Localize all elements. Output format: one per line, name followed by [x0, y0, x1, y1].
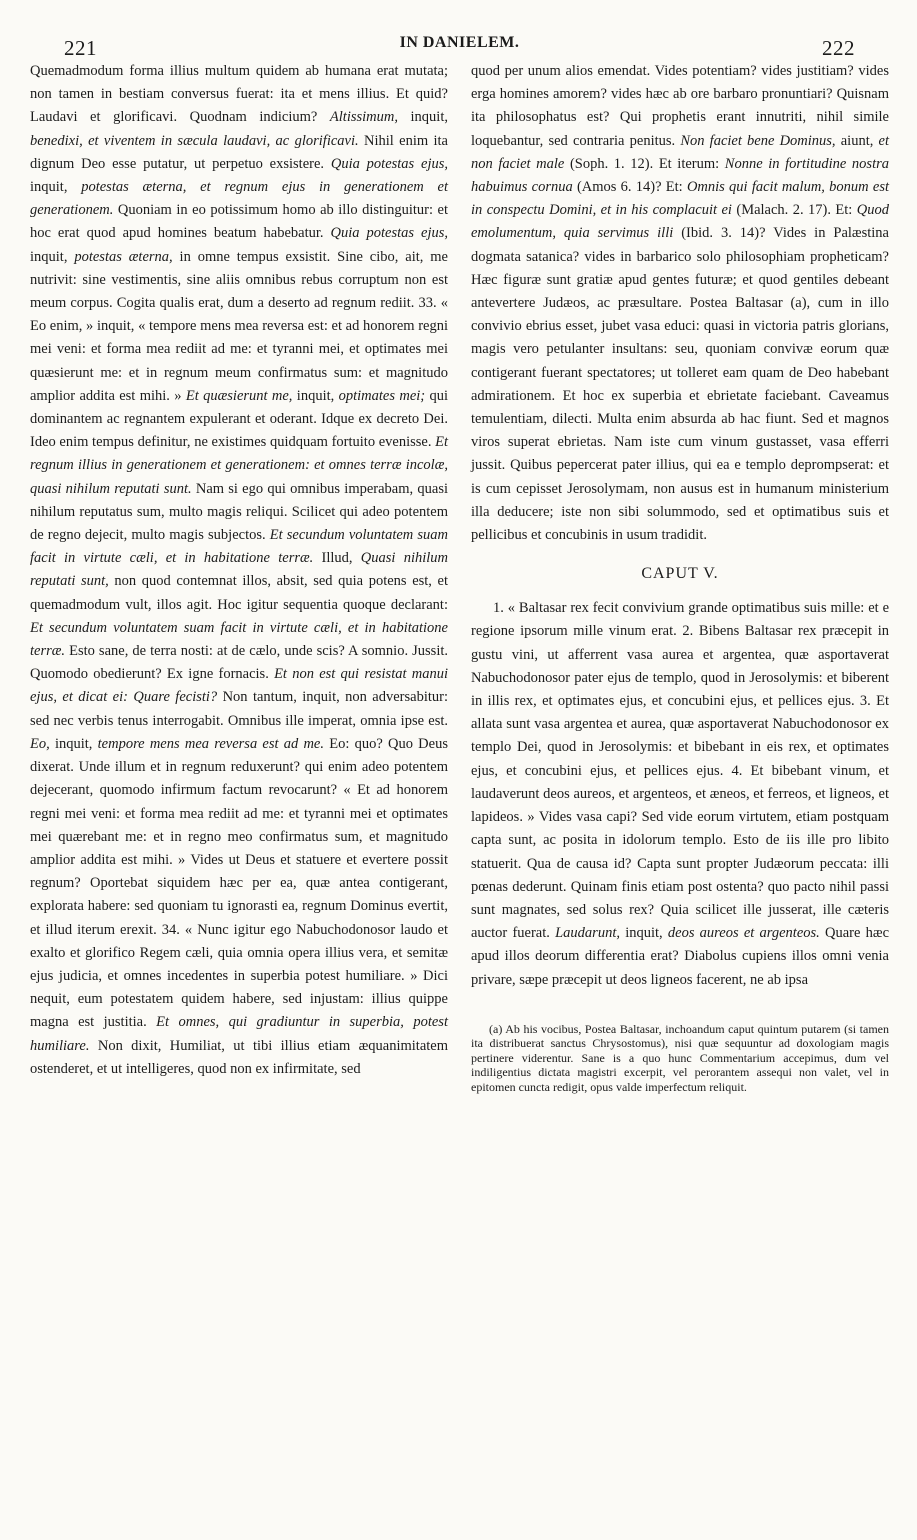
italic-text: Eo, — [30, 735, 50, 752]
text-run: Non tantum, inquit, non adversabitur: sed nec verbis tenus interrogabit. Omnibus ille imperat, omnia ipse est. — [30, 689, 448, 729]
text-run: (Amos 6. 14)? Et: — [572, 179, 687, 196]
text-run: non quod contemnat illos, absit, sed quia potens est, et quemadmodum vult, illos agit. Hoc igitur sequentia quoque declarant: — [30, 573, 448, 613]
text-run: (Malach. 2. 17). Et: — [731, 202, 857, 219]
text-run: quod per unum alios emendat. Vides potentiam? vides justitiam? vides erga homines amorem? vides hæc ab ore barbaro pronuntiari? Quisnam ita philosophatus est? Qui prophetis erant innutriti, nihil simile loquebantur, sed contraria penitus. — [471, 63, 889, 149]
italic-text: Quia potestas ejus, — [330, 155, 448, 172]
text-run: inquit, — [30, 179, 82, 196]
italic-text: optimates mei; — [338, 387, 426, 404]
italic-text: Et non est qui resistat manui ejus, et dicat ei: Quare fecisti? — [30, 666, 448, 706]
italic-text: Non faciet bene Dominus, — [680, 132, 836, 149]
text-run: Nihil enim ita dignum Deo esse putatur, ut perpetuo exsistere. — [30, 132, 448, 172]
text-run: (Ibid. 3. 14)? Vides in Palæstina dogmata satanica? vides in barbarico solo philosophiam propheticam? Hæc figuræ sunt gratiæ apud gentes futuræ; et quod gentiles debeant antevertere Judæos, ac præsultare. Postea Baltasar (a), cum in illo convivio ebrius esset, jubet vasa educi: quasi in victoria patris glorians, magis vero petulanter insultans: seu, quoniam convivæ eorum quæ contigerant fuerant spectatores; ut tolleret eam quam de Deo habebant admirationem. Et hoc ex superbia et ebrietate faciebant. Caveamus temulentiam, dilecti. Multa enim absurda ab hac fiunt. Sed et magnos viros superat ebrietas. Nam iste cum vinum gustasset, vasa efferri jussit. Quibus pepercerat pater illius, qui ea e templo deprompserat: et is cum cepisset Jerosolymam, non ausus est in humanum ministerium illa deducere; iste non sibi solummodo, sed et optimatibus suis et pellicibus et concubinis in usum tradidit. — [471, 225, 889, 544]
italic-text: Et secundum voluntatem suam facit in virtute cæli, et in habitatione terræ. — [30, 527, 448, 567]
text-run: Non dixit, Humiliat, ut tibi illius etiam æquanimitatem ostenderet, et ut intelligeres, quod non ex infirmitate, sed — [30, 1037, 448, 1077]
text-run: Eo: quo? Quo Deus dixerat. Unde illum et in regnum reduxerunt? qui enim adeo potentem dejecerant, quomodo infirmum factum revocarunt? « Et ad honorem regni mei veni: et forma mea rediit ad me: et tyranni mei et optimates mei quærebant me: et in regno meo confirmatus sum, et magnitudo amplior addita est mihi. » Vides ut Deus et statuere et evertere possit regnum? Oportebat siquidem hæc per ea, quæ antea contigerant, explorata habere: sed quoniam tu ignorasti ea, regnum Dominus evertit, et illud iterum erexit. 34. « Nunc igitur ego Nabuchodonosor laudo et exalto et glorifico Regem cæli, quia omnia opera illius vera, et semitæ ejus judicia, et omnes incedentes in superbia potest humiliare. » Dici nequit, eum potestatem quidem habere, sed injustam: illius quippe magna est justitia. — [30, 735, 448, 1031]
italic-text: Quasi nihilum reputati sunt, — [30, 550, 448, 590]
text-run: inquit, — [49, 735, 98, 752]
italic-text: Et regnum illius in generationem et generationem: et omnes terræ incolæ, quasi nihilum reputati sunt. — [30, 434, 448, 497]
text-run: inquit, — [292, 387, 339, 404]
italic-text: potestas æterna, — [74, 248, 173, 265]
italic-text: et non faciet male — [471, 132, 889, 172]
text-run: Nam si ego qui omnibus imperabam, quasi nihilum reputatus sum, multo magis reliqui. Scilicet qui adeo potentem de regno dejecit, multo magis subjectos. — [30, 480, 448, 544]
paragraph — [30, 60, 448, 1081]
text-run: Quoniam in eo potissimum homo ab illo distinguitur: et hoc erat quod apud homines beatum habebatur. — [30, 202, 448, 242]
paragraph — [471, 597, 889, 991]
italic-text: deos aureos et argenteos. — [667, 925, 820, 942]
right-column-text — [471, 60, 889, 547]
italic-text: Altissimum, — [329, 109, 398, 126]
text-run: Quare hæc apud illos deorum differentia erat? Diabolus cupiens illos omni venia privare, sæpe præcepit ut deos ligneos facerent, ne ab ipsa — [471, 925, 890, 988]
italic-text: Et quæsierunt me, — [185, 387, 293, 404]
page-number-right: 222 — [822, 36, 855, 60]
left-column-text — [30, 60, 448, 1081]
italic-text: Omnis qui facit malum, bonum est in conspectu Domini, et in his complacuit ei — [471, 179, 889, 219]
text-run: inquit, — [619, 925, 668, 942]
chapter-title: CAPUT V. — [641, 565, 719, 583]
italic-text: potestas æterna, et regnum ejus in generationem et generationem. — [30, 179, 448, 219]
text-run: inquit, — [30, 248, 75, 265]
text-run: Illud, — [313, 550, 361, 567]
footnote: (a) Ab his vocibus, Postea Baltasar, inchoandum caput quintum putarem (si tamen ita distribuerat sanctus Chrysostomus), nisi quæ sequuntur ad doxologiam magis pertinere viderentur. Sane is a quo hunc Commentarium accepimus, dum vel indiligentius dictata magistri excerpit, vel perorantem assequi non valet, vel in epitomen cuncta redigit, opus valde imperfectum reliquit. — [471, 1021, 889, 1094]
text-run: qui dominantem ac regnantem expulerant et oderant. Idque ex decreto Dei. Ideo enim tempus definitur, ne existimes quidquam fortuito evenisse. — [30, 387, 449, 451]
page-number-left: 221 — [64, 36, 97, 60]
italic-text: Et omnes, qui gradiuntur in superbia, potest humiliare. — [30, 1014, 448, 1054]
text-run: Quemadmodum forma illius multum quidem ab humana erat mutata; non tamen in bestiam conversus fuerat: ita et mens illius. Et quid? Laudavi et glorificavi. Quodnam indicium? — [30, 63, 448, 126]
text-run: inquit, — [397, 109, 448, 126]
italic-text: Quod emolumentum, quia servimus illi — [471, 202, 889, 242]
text-columns — [30, 60, 889, 1094]
text-run: aiunt, — [835, 132, 879, 149]
italic-text: Et secundum voluntatem suam facit in virtute cæli, et in habitatione terræ. — [30, 619, 448, 660]
paragraph — [471, 60, 889, 547]
right-column — [471, 60, 889, 1094]
italic-text: tempore mens mea reversa est ad me. — [97, 735, 324, 752]
italic-text: Laudarunt, — [555, 925, 620, 942]
text-run: (Soph. 1. 12). Et iterum: — [564, 155, 725, 172]
running-title: IN DANIELEM. — [399, 34, 520, 51]
chapter-text — [471, 597, 889, 991]
text-run: Esto sane, de terra nosti: at de cælo, unde scis? A somnio. Jussit. Quomodo obedierunt? Ex igne fornacis. — [30, 643, 448, 683]
left-column — [30, 60, 448, 1094]
italic-text: Quia potestas ejus, — [330, 225, 449, 242]
text-run: in omne tempus exsistit. Sine cibo, ait, me nutrivit: sine vestimentis, sine aliis omnibus rebus corruptum non est meum corpus. Cogita qualis erat, dum a deserto ad regnum rediit. 33. « Eo enim, » inquit, « tempore mens mea reversa est: et ad honorem regni mei veni: et forma mea rediit ad me: et tyranni mei, et optimates mei quæsierunt me: et in regnum meum confirmatus sum: et magnitudo amplior addita est mihi. » — [30, 248, 448, 404]
italic-text: benedixi, et viventem in sæcula laudavi, ac glorificavi. — [30, 132, 359, 149]
page-header — [30, 0, 889, 60]
italic-text: Nonne in fortitudine nostra habuimus cornua — [471, 155, 889, 196]
text-run: 1. « Baltasar rex fecit convivium grande optimatibus suis mille: et e regione ipsorum mille vinum erat. 2. Bibens Baltasar rex præcepit in gustu vini, ut afferrent vasa aurea et argentea, quæ asportaverat Nabuchodonosor pater ejus de templo, quod in Jerosolymis: et biberent in illis rex, et optimates ejus, et concubini ejus, et pellices ejus. 3. Et allata sunt vasa argentea et aurea, quæ asportaverat Nabuchodonosor ex templo Dei, quod in Jerosolymis: et bibebant in eis rex, et optimates ejus, et concubini ejus, et pellices ejus. 4. Et bibebant vinum, et laudaverunt deos aureos, et argenteos, et æneos, et ferreos, et ligneos, et lapideos. » Vides vasa capi? Sed vide eorum virtutem, etiam postquam capta sunt, ac posita in idolorum templo. Esto de iis ille pro libito statuerit. Qua de causa id? Capta sunt propter Judæorum peccata: illi pœnas dederunt. Quinam finis etiam post ostenta? quo pacto nihil passi sunt magnates, sed solus rex? Quia scilicet ille jusserat, ille cæteris auctor fuerat. — [471, 600, 889, 942]
